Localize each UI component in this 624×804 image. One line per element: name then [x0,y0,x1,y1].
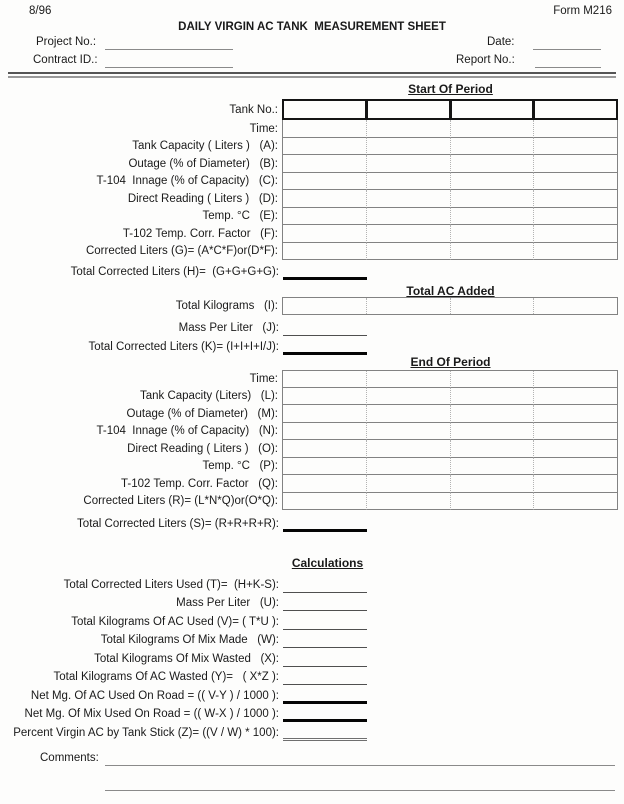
table-cell[interactable] [283,475,367,493]
table-cell[interactable] [283,405,367,423]
table-cell[interactable] [451,173,535,191]
table-cell[interactable] [534,458,617,476]
table-row-g [0,243,618,261]
end-of-period-table [0,370,618,510]
table-cell[interactable] [367,120,451,138]
table-cell[interactable] [367,298,451,314]
table-cell[interactable] [367,475,451,493]
form-title: DAILY VIRGIN AC TANK MEASUREMENT SHEET [178,21,446,33]
table-row-f [0,225,618,243]
table-cell[interactable] [534,173,617,191]
calc-x-input[interactable] [283,652,367,667]
table-cell[interactable] [367,423,451,441]
table-cell[interactable] [534,155,617,173]
table-row-r [0,493,618,511]
table-cell[interactable] [367,405,451,423]
calc-w-input[interactable] [283,633,367,648]
calc-u-input[interactable] [283,596,367,611]
row-label: Total Kilograms Of AC Wasted (Y)= ( X*Z ): [53,671,279,683]
row-label: Mass Per Liter (J): [178,321,279,334]
row-label: Net Mg. Of AC Used On Road = (( V-Y ) / 1000 ): [30,689,279,702]
date-label: Date: [487,36,515,48]
table-row-d [0,190,618,208]
row-label: Time: [249,122,278,135]
total-h-input[interactable] [283,265,367,280]
table-cell[interactable] [451,298,535,314]
mass-per-liter-input[interactable] [283,321,367,336]
row-label: Temp. °C (E): [202,210,278,223]
row-label: T-104 Innage (% of Capacity) (C): [96,175,278,188]
table-cell[interactable] [367,138,451,156]
calc-row-v [0,611,618,630]
report-no-input[interactable] [535,67,601,68]
calc-y-input[interactable] [283,670,367,685]
table-cell[interactable] [283,155,367,173]
row-label: Total Corrected Liters (K)= (I+I+I+I/J): [88,340,279,353]
table-cell[interactable] [535,101,616,118]
row-label: Mass Per Liter (U): [176,597,279,609]
row-label: Corrected Liters (G)= (A*C*F)or(D*F): [85,245,278,258]
table-cell[interactable] [367,190,451,208]
row-label: Direct Reading ( Liters ) (D): [127,192,278,205]
table-cell[interactable] [451,440,535,458]
table-cell[interactable] [451,493,535,511]
calc-t-input[interactable] [283,578,367,593]
table-cell[interactable] [451,155,535,173]
table-row-m [0,405,618,423]
row-label: Total Corrected Liters Used (T)= (H+K-S): [63,578,279,591]
report-no-label: Report No.: [456,54,515,66]
table-cell[interactable] [534,475,617,493]
calc-row-w [0,630,618,649]
table-row-b [0,155,618,173]
calc-row-z [0,722,618,741]
table-cell[interactable] [367,243,451,261]
total-row-s [0,513,618,532]
table-row-l [0,388,618,406]
form-revision: 8/96 [29,5,52,17]
table-cell[interactable] [283,388,367,406]
table-cell[interactable] [367,208,451,226]
row-label: Total Kilograms (I): [175,300,278,312]
table-cell[interactable] [451,190,535,208]
calc-v-input[interactable] [283,615,367,630]
table-cell[interactable] [534,405,617,423]
calc-row-y [0,667,618,686]
row-label: Outage (% of Diameter) (M): [126,407,278,420]
total-k-input[interactable] [283,340,367,355]
row-label: Total Corrected Liters (H)= (G+G+G+G): [70,265,279,278]
table-row-i [0,297,618,315]
row-label: Tank Capacity ( Liters ) (A): [132,140,278,153]
form-number: Form M216 [553,5,612,17]
table-cell[interactable] [451,225,535,243]
table-cell[interactable] [451,120,535,138]
table-cell[interactable] [283,225,367,243]
table-row-c [0,173,618,191]
table-cell[interactable] [283,138,367,156]
table-cell[interactable] [534,208,617,226]
table-cell[interactable] [367,440,451,458]
row-label: Temp. °C (P): [202,460,278,473]
row-label: Tank No.: [229,103,278,116]
table-cell[interactable] [534,388,617,406]
table-row-p [0,458,618,476]
table-cell[interactable] [283,458,367,476]
table-cell[interactable] [534,138,617,156]
table-cell[interactable] [283,208,367,226]
table-row-tank-no [0,99,618,120]
table-cell[interactable] [451,371,535,388]
row-label: T-104 Innage (% of Capacity) (N): [96,425,278,438]
table-cell[interactable] [534,298,617,314]
table-cell[interactable] [283,371,367,388]
table-cell[interactable] [283,493,367,511]
table-cell[interactable] [367,388,451,406]
table-cell[interactable] [451,475,535,493]
table-cell[interactable] [367,371,451,388]
calc-z-input[interactable] [283,726,367,741]
end-of-period-heading: End Of Period [410,355,491,369]
row-label: Direct Reading ( Liters ) (O): [127,442,278,455]
table-cell[interactable] [283,243,367,261]
row-label: Total Kilograms Of Mix Wasted (X): [94,652,279,665]
calculations-rows [0,574,618,741]
calc-row-x [0,648,618,667]
table-row-time [0,120,618,138]
contract-id-label: Contract ID.: [33,54,98,66]
table-row-q [0,475,618,493]
total-ac-added-heading: Total AC Added [406,284,495,298]
row-label: Total Kilograms Of AC Used (V)= ( T*U ): [71,615,279,628]
table-cell[interactable] [451,458,535,476]
row-label: Outage (% of Diameter) (B): [128,157,278,170]
table-cell[interactable] [451,243,535,261]
table-cell[interactable] [534,440,617,458]
table-row-a [0,138,618,156]
row-label: Time: [249,372,278,385]
row-label: T-102 Temp. Corr. Factor (F): [122,227,278,240]
comments-line-2[interactable] [105,790,615,791]
row-label: Total Kilograms Of Mix Made (W): [100,634,279,646]
total-kilograms-row [0,297,618,315]
table-cell[interactable] [534,225,617,243]
table-row-o [0,440,618,458]
project-no-label: Project No.: [36,36,97,48]
table-cell[interactable] [367,173,451,191]
start-of-period-heading: Start Of Period [408,82,493,96]
table-cell[interactable] [367,225,451,243]
total-row-h [0,261,618,280]
row-label: Corrected Liters (R)= (L*N*Q)or(O*Q): [83,495,278,508]
calc-net-ac-input[interactable] [283,689,367,704]
table-cell[interactable] [534,243,617,261]
table-cell[interactable] [368,101,452,118]
table-cell[interactable] [451,138,535,156]
table-cell[interactable] [367,493,451,511]
table-cell[interactable] [534,493,617,511]
comments-label: Comments: [40,752,99,764]
table-cell[interactable] [534,190,617,208]
date-input[interactable] [533,49,601,50]
table-cell[interactable] [283,298,367,314]
comments-line-1[interactable] [105,765,615,766]
calc-row-net-mix [0,704,618,723]
table-cell[interactable] [534,120,617,138]
project-no-input[interactable] [105,49,233,50]
mass-per-liter-row-j [0,317,618,336]
table-cell[interactable] [451,423,535,441]
total-row-k [0,336,618,355]
table-row-e [0,208,618,226]
calc-row-t [0,574,618,593]
table-cell[interactable] [534,423,617,441]
calc-row-u [0,593,618,612]
table-cell[interactable] [534,371,617,388]
table-cell[interactable] [283,423,367,441]
contract-id-input[interactable] [105,67,233,68]
table-cell[interactable] [451,405,535,423]
calc-row-net-ac [0,685,618,704]
table-cell[interactable] [451,208,535,226]
row-label: T-102 Temp. Corr. Factor (Q): [121,477,278,490]
table-cell[interactable] [283,173,367,191]
row-label: Total Corrected Liters (S)= (R+R+R+R): [77,517,279,530]
header-divider [8,72,616,78]
table-cell[interactable] [451,388,535,406]
total-s-input[interactable] [283,517,367,532]
table-cell[interactable] [283,190,367,208]
start-of-period-table [0,99,618,260]
row-label: Tank Capacity (Liters) (L): [139,390,278,403]
row-label: Percent Virgin AC by Tank Stick (Z)= ((V / W) * 100): [13,726,279,739]
table-cell[interactable] [452,101,536,118]
row-label: Net Mg. Of Mix Used On Road = (( W-X ) / 1000 ): [24,708,279,720]
calc-net-mix-input[interactable] [283,707,367,722]
table-cell[interactable] [283,440,367,458]
table-cell[interactable] [284,101,368,118]
table-row-n [0,423,618,441]
table-cell[interactable] [367,458,451,476]
table-cell[interactable] [283,120,367,138]
calculations-heading: Calculations [291,556,364,570]
table-cell[interactable] [367,155,451,173]
table-row-time [0,370,618,388]
